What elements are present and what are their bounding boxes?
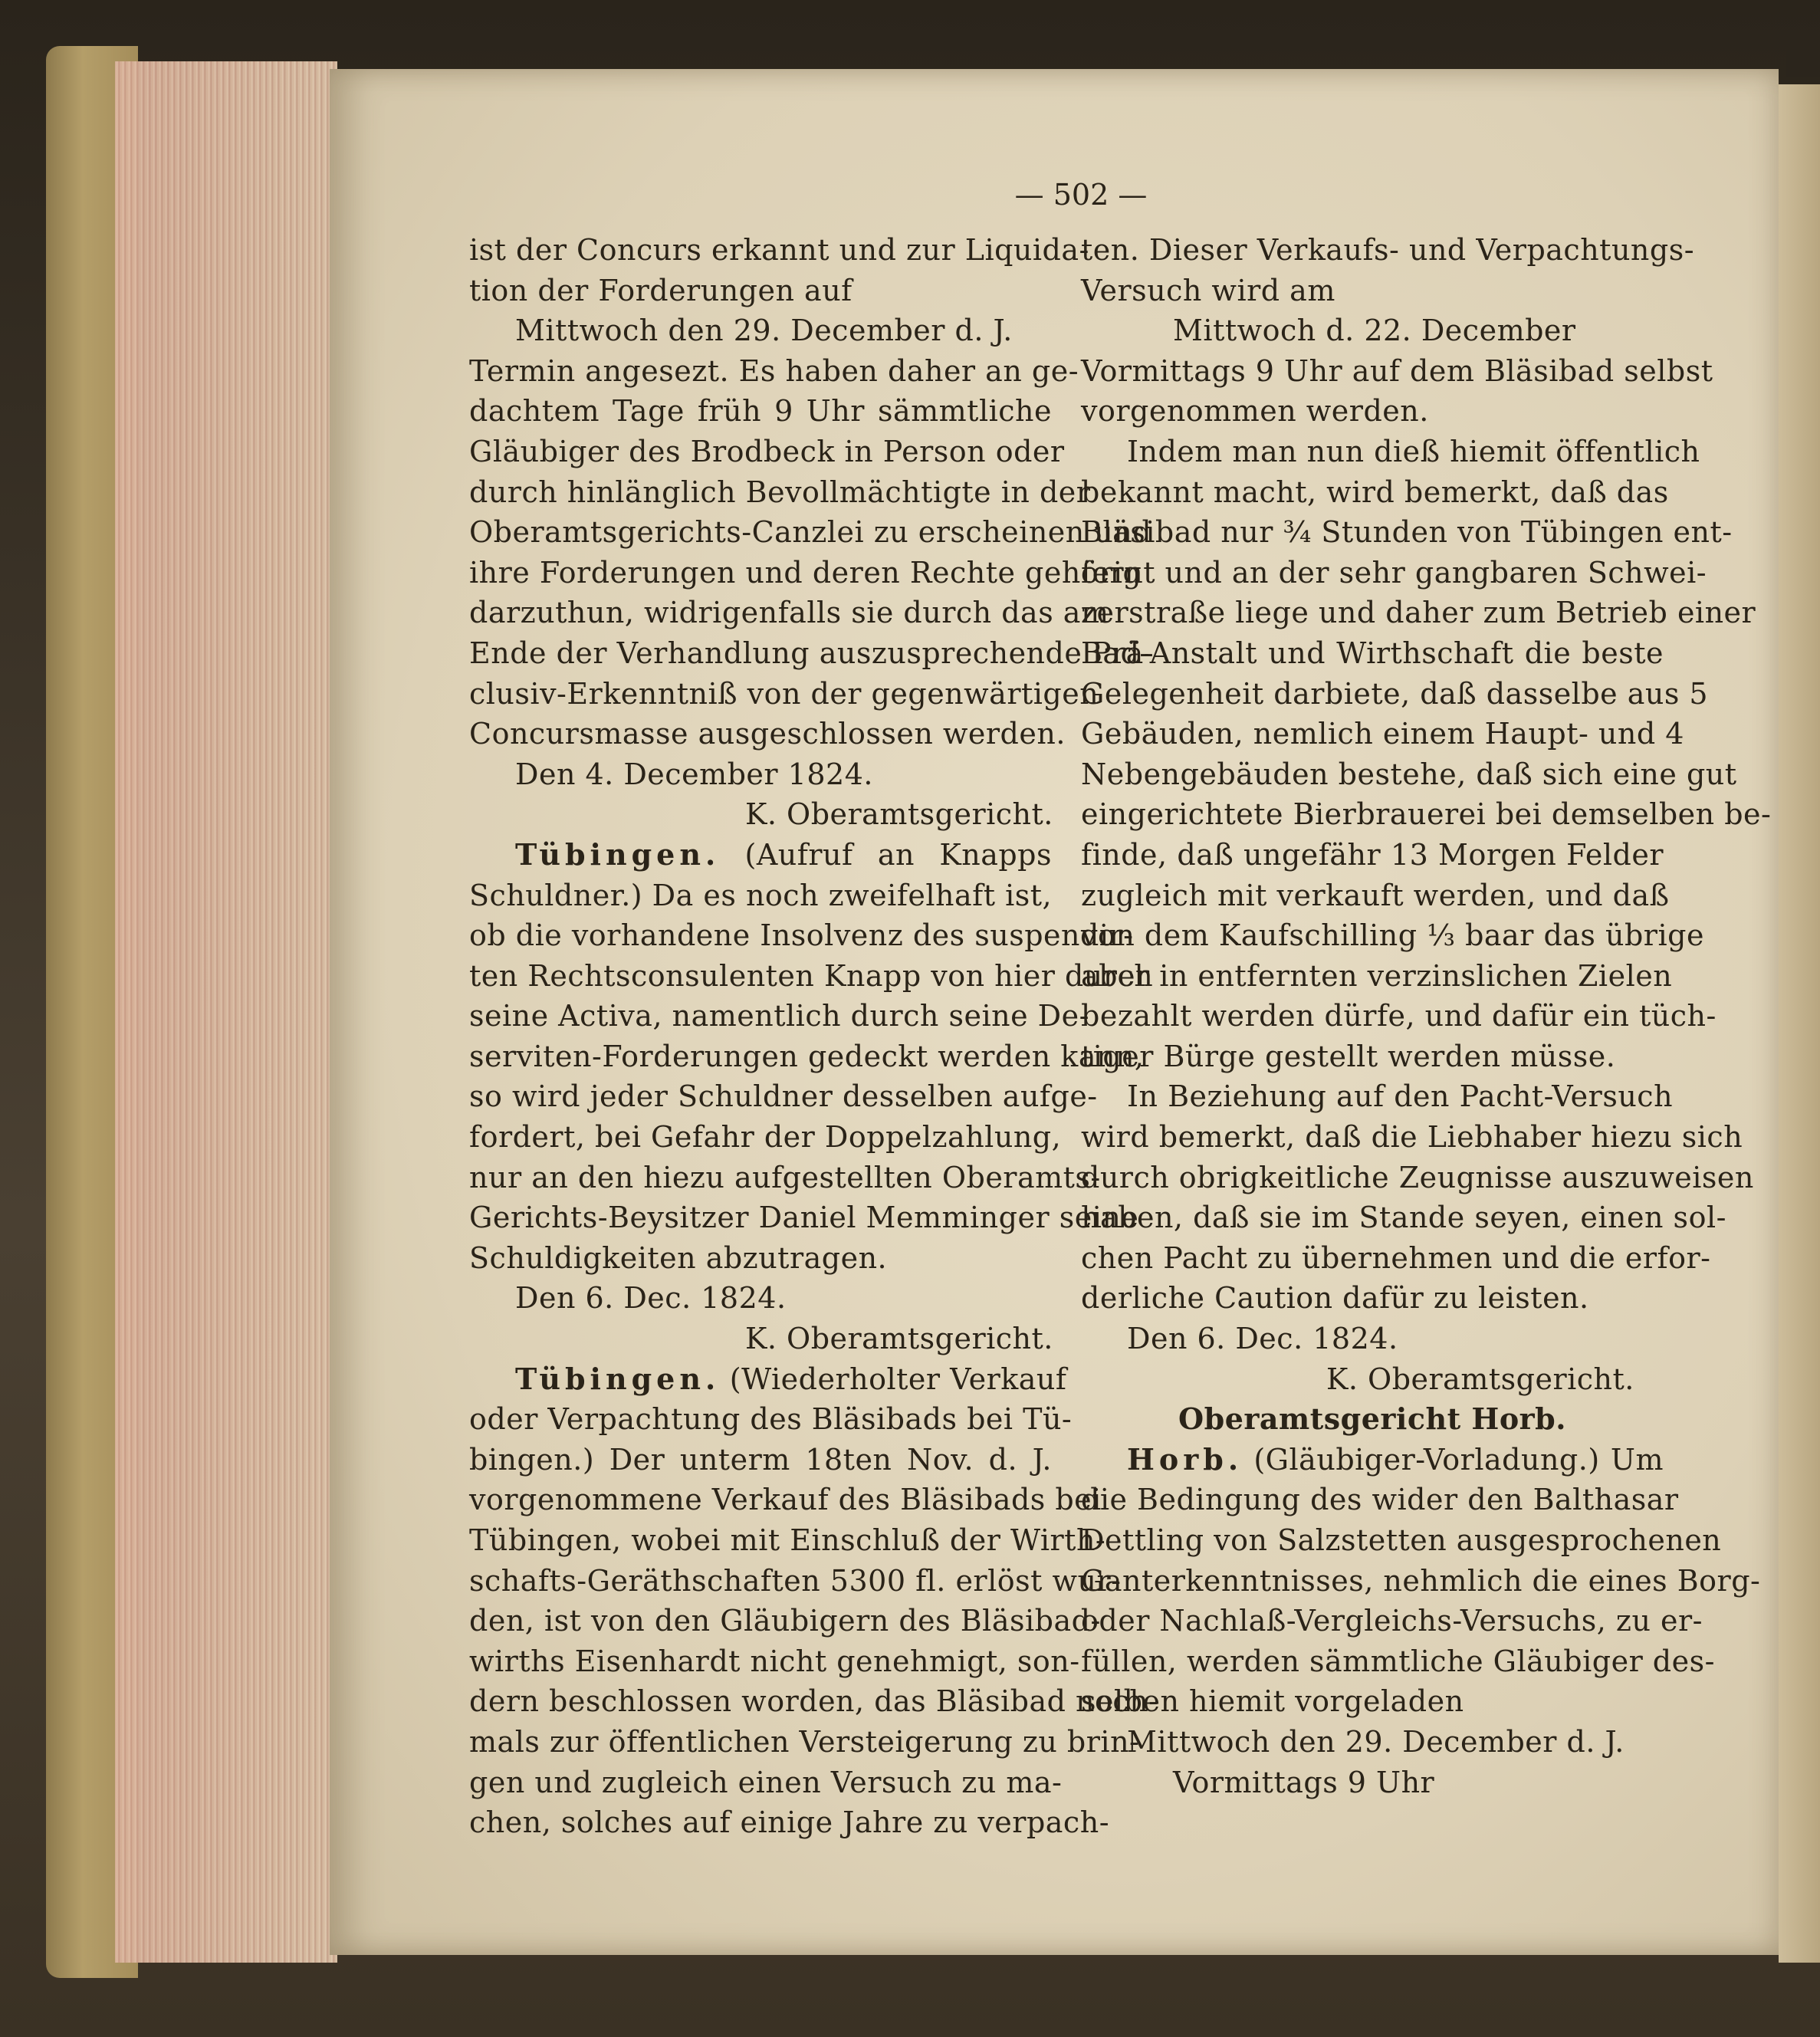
line-text: Gebäuden, nemlich einem Haupt- und 4: [1081, 717, 1684, 751]
line-text: Schuldigkeiten abzutragen.: [469, 1240, 888, 1275]
line-text: fordert, bei Gefahr der Doppelzahlung,: [469, 1120, 1062, 1155]
text-line: [1081, 1319, 1664, 1359]
text-line: [469, 1076, 1098, 1117]
line-text: bingen.) Der unterm 18ten Nov. d. J.: [469, 1442, 1052, 1477]
line-text: haben, daß sie im Stande seyen, einen sol-: [1081, 1201, 1726, 1235]
text-line: [469, 794, 1052, 835]
text-line: [469, 432, 1065, 472]
text-line: [1081, 835, 1664, 876]
line-text: darzuthun, widrigenfalls sie durch das am: [469, 596, 1109, 630]
text-line: [469, 1440, 1052, 1480]
text-line: [1081, 1601, 1703, 1641]
line-text: Mittwoch den 29. December d. J.: [1127, 1724, 1625, 1759]
text-line: [469, 1802, 1110, 1843]
text-line: [1081, 432, 1700, 472]
text-line: [1081, 956, 1673, 997]
line-text: bekannt macht, wird bemerkt, daß das: [1081, 475, 1669, 509]
line-text: clusiv-Erkenntniß von der gegenwärtigen: [469, 676, 1099, 711]
text-line: [1081, 1037, 1664, 1077]
line-text: Den 4. December 1824.: [515, 757, 873, 791]
text-line: [469, 1359, 1067, 1400]
text-line: [1081, 1722, 1664, 1763]
line-text: Horb. (Gläubiger-Vorladung.) Um: [1127, 1441, 1664, 1477]
line-text: selben hiemit vorgeladen: [1081, 1684, 1464, 1719]
place-name: Tübingen.: [515, 836, 721, 872]
text-line: [1081, 1158, 1754, 1198]
text-line: [1081, 1117, 1743, 1158]
line-text: K. Oberamtsgericht.: [1326, 1362, 1634, 1396]
line-text: chen, solches auf einige Jahre zu verpach-: [469, 1805, 1110, 1840]
line-text: vorgenommene Verkauf des Bläsibads bei: [469, 1483, 1102, 1517]
text-line: [1081, 1561, 1761, 1602]
text-line: [1081, 1763, 1664, 1803]
text-line: [1081, 230, 1695, 271]
line-text: Bad-Anstalt und Wirthschaft die beste: [1081, 636, 1664, 670]
line-text: ist der Concurs erkannt und zur Liquida-: [469, 233, 1089, 267]
text-line: [1081, 1480, 1679, 1520]
text-line: [469, 1601, 1101, 1641]
text-line: [1081, 1278, 1664, 1319]
text-line: [1081, 512, 1733, 553]
line-text: Indem man nun dieß hiemit öffentlich: [1127, 434, 1700, 468]
right-text-column: [1081, 230, 1772, 1802]
line-text: zugleich mit verkauft werden, und daß: [1081, 878, 1670, 912]
line-text: wird bemerkt, daß die Liebhaber hiezu sich: [1081, 1120, 1743, 1155]
line-text: oder Verpachtung des Bläsibads bei Tü-: [469, 1402, 1073, 1437]
text-line: [469, 1561, 1122, 1602]
text-line: [469, 391, 1052, 432]
text-line: [469, 633, 1155, 674]
text-line: [1081, 674, 1709, 715]
line-text: derliche Caution dafür zu leisten.: [1081, 1281, 1589, 1316]
place-name: Horb.: [1127, 1441, 1243, 1477]
text-line: [1081, 1440, 1664, 1480]
line-text: gen und zugleich einen Versuch zu ma-: [469, 1765, 1063, 1799]
line-text: dern beschlossen worden, das Bläsibad noch-: [469, 1684, 1159, 1719]
line-text: Mittwoch den 29. December d. J.: [515, 314, 1013, 348]
line-text: bezahlt werden dürfe, und dafür ein tüch-: [1081, 999, 1717, 1033]
text-line: [469, 674, 1099, 715]
text-line: [469, 1763, 1063, 1803]
text-line: [469, 472, 1091, 513]
line-text: oder Nachlaß-Vergleichs-Versuchs, zu er-: [1081, 1604, 1703, 1638]
line-text: tiger Bürge gestellt werden müsse.: [1081, 1039, 1616, 1073]
text-line: [469, 876, 1052, 916]
text-line: [469, 1117, 1062, 1158]
text-line: [469, 1198, 1139, 1238]
line-text: serviten-Forderungen gedeckt werden kann,: [469, 1039, 1145, 1073]
line-text: Vormittags 9 Uhr: [1173, 1765, 1435, 1799]
text-line: [469, 915, 1134, 956]
text-line: [469, 754, 1052, 795]
line-text: ten Rechtsconsulenten Knapp von hier durch: [469, 958, 1154, 993]
line-text: aber in entfernten verzinslichen Zielen: [1081, 958, 1673, 993]
facing-page-edge: [1779, 84, 1820, 1963]
line-text: so wird jeder Schuldner desselben aufge-: [469, 1079, 1098, 1114]
line-text: finde, daß ungefähr 13 Morgen Felder: [1081, 837, 1664, 872]
text-line: [1081, 351, 1713, 392]
line-text: von dem Kaufschilling ⅓ baar das übrige: [1081, 918, 1704, 953]
line-text: chen Pacht zu übernehmen und die erfor-: [1081, 1240, 1711, 1275]
line-text: Dettling von Salzstetten ausgesprochenen: [1081, 1523, 1722, 1557]
line-text: den, ist von den Gläubigern des Bläsibad-: [469, 1604, 1101, 1638]
line-text: dachtem Tage früh 9 Uhr sämmtliche: [469, 394, 1052, 429]
text-line: [469, 1722, 1140, 1763]
text-line: [469, 512, 1152, 553]
line-text: Mittwoch d. 22. December: [1173, 314, 1576, 348]
line-text: Tübingen. (Wiederholter Verkauf: [515, 1361, 1067, 1396]
text-line: [469, 593, 1109, 633]
line-text: Tübingen. (Aufruf an Knapps: [515, 836, 1052, 872]
line-text: Vormittags 9 Uhr auf dem Bläsibad selbst: [1081, 353, 1713, 388]
text-line: [469, 1278, 1052, 1319]
text-line: [1081, 714, 1684, 754]
text-line: [1081, 633, 1664, 674]
place-name: Tübingen.: [515, 1361, 721, 1396]
text-line: [1081, 271, 1664, 311]
text-line: [469, 351, 1079, 392]
line-text: mals zur öffentlichen Versteigerung zu brin-: [469, 1724, 1140, 1759]
line-text: ihre Forderungen und deren Rechte gehörig: [469, 555, 1142, 590]
text-line: [1081, 794, 1772, 835]
page-edge-tint: [115, 61, 337, 1963]
text-line: [1081, 996, 1717, 1037]
line-text: Oberamtsgericht Horb.: [1178, 1401, 1566, 1437]
text-line: [469, 1037, 1145, 1077]
line-text: Bläsibad nur ¾ Stunden von Tübingen ent-: [1081, 515, 1733, 550]
line-text: In Beziehung auf den Pacht-Versuch: [1127, 1079, 1674, 1114]
text-line: [1081, 1198, 1726, 1238]
text-line: [1081, 915, 1704, 956]
line-text: Oberamtsgerichts-Canzlei zu erscheinen und: [469, 515, 1152, 550]
left-text-column: [469, 230, 1159, 1843]
line-text: Schuldner.) Da es noch zweifelhaft ist,: [469, 878, 1053, 912]
text-line: [469, 835, 1052, 876]
text-line: [469, 1158, 1101, 1198]
line-text: Gelegenheit darbiete, daß dasselbe aus 5: [1081, 676, 1709, 711]
text-line: [469, 553, 1142, 593]
line-text: Tübingen, wobei mit Einschluß der Wirth-: [469, 1523, 1106, 1557]
text-line: [469, 310, 1052, 351]
line-text: nur an den hiezu aufgestellten Oberamts-: [469, 1160, 1101, 1194]
text-line: [469, 996, 1089, 1037]
text-line: [1081, 1399, 1664, 1440]
line-text: Concursmasse ausgeschlossen werden.: [469, 717, 1066, 751]
line-text: Termin angesezt. Es haben daher an ge-: [469, 353, 1079, 388]
text-line: [1081, 1520, 1722, 1561]
line-text: Den 6. Dec. 1824.: [1127, 1322, 1398, 1356]
line-text: fernt und an der sehr gangbaren Schwei-: [1081, 555, 1707, 590]
text-line: [469, 1319, 1052, 1359]
line-text: vorgenommen werden.: [1081, 394, 1429, 429]
line-text: ten. Dieser Verkaufs- und Verpachtungs-: [1081, 233, 1695, 267]
text-line: [1081, 1641, 1715, 1682]
line-text: Ende der Verhandlung auszusprechende Prä-: [469, 636, 1155, 670]
line-text: Versuch wird am: [1081, 273, 1335, 307]
line-text: füllen, werden sämmtliche Gläubiger des-: [1081, 1644, 1715, 1678]
line-text: eingerichtete Bierbrauerei bei demselben be-: [1081, 797, 1772, 832]
line-text: die Bedingung des wider den Balthasar: [1081, 1483, 1679, 1517]
line-text: Ganterkenntnisses, nehmlich die eines Borg-: [1081, 1563, 1761, 1598]
page-number: — 502 —: [1014, 178, 1148, 212]
text-line: [469, 956, 1154, 997]
text-line: [1081, 1076, 1674, 1117]
text-line: [469, 1238, 1052, 1279]
text-line: [469, 230, 1089, 271]
text-line: [1081, 553, 1707, 593]
line-text: Gerichts-Beysitzer Daniel Memminger seine: [469, 1201, 1139, 1235]
text-line: [469, 714, 1066, 754]
text-line: [469, 271, 1052, 311]
line-text: wirths Eisenhardt nicht genehmigt, son-: [469, 1644, 1080, 1678]
line-text: K. Oberamtsgericht.: [745, 1322, 1053, 1356]
scan-corner: [1786, 46, 1820, 77]
line-text: tion der Forderungen auf: [469, 273, 853, 307]
line-text: Nebengebäuden bestehe, daß sich eine gut: [1081, 757, 1737, 791]
text-line: [1081, 391, 1664, 432]
line-text: seine Activa, namentlich durch seine De-: [469, 999, 1089, 1033]
line-text: durch obrigkeitliche Zeugnisse auszuweisen: [1081, 1160, 1754, 1194]
text-line: [1081, 472, 1669, 513]
line-text: K. Oberamtsgericht.: [745, 797, 1053, 832]
text-line: [469, 1520, 1106, 1561]
line-text: schafts-Geräthschaften 5300 fl. erlöst wur-: [469, 1563, 1122, 1598]
line-text: zerstraße liege und daher zum Betrieb einer: [1081, 596, 1756, 630]
text-line: [1081, 754, 1737, 795]
text-line: [469, 1641, 1080, 1682]
text-line: [1081, 1359, 1664, 1400]
text-line: [1081, 593, 1756, 633]
text-line: [1081, 876, 1670, 916]
line-text: ob die vorhandene Insolvenz des suspendir-: [469, 918, 1134, 953]
text-line: [469, 1480, 1102, 1520]
text-line: [1081, 310, 1664, 351]
line-text: Gläubiger des Brodbeck in Person oder: [469, 434, 1065, 468]
line-text: durch hinlänglich Bevollmächtigte in der: [469, 475, 1091, 509]
text-line: [469, 1399, 1073, 1440]
text-line: [1081, 1681, 1664, 1722]
line-text: Den 6. Dec. 1824.: [515, 1281, 787, 1316]
text-line: [469, 1681, 1159, 1722]
text-line: [1081, 1238, 1711, 1279]
